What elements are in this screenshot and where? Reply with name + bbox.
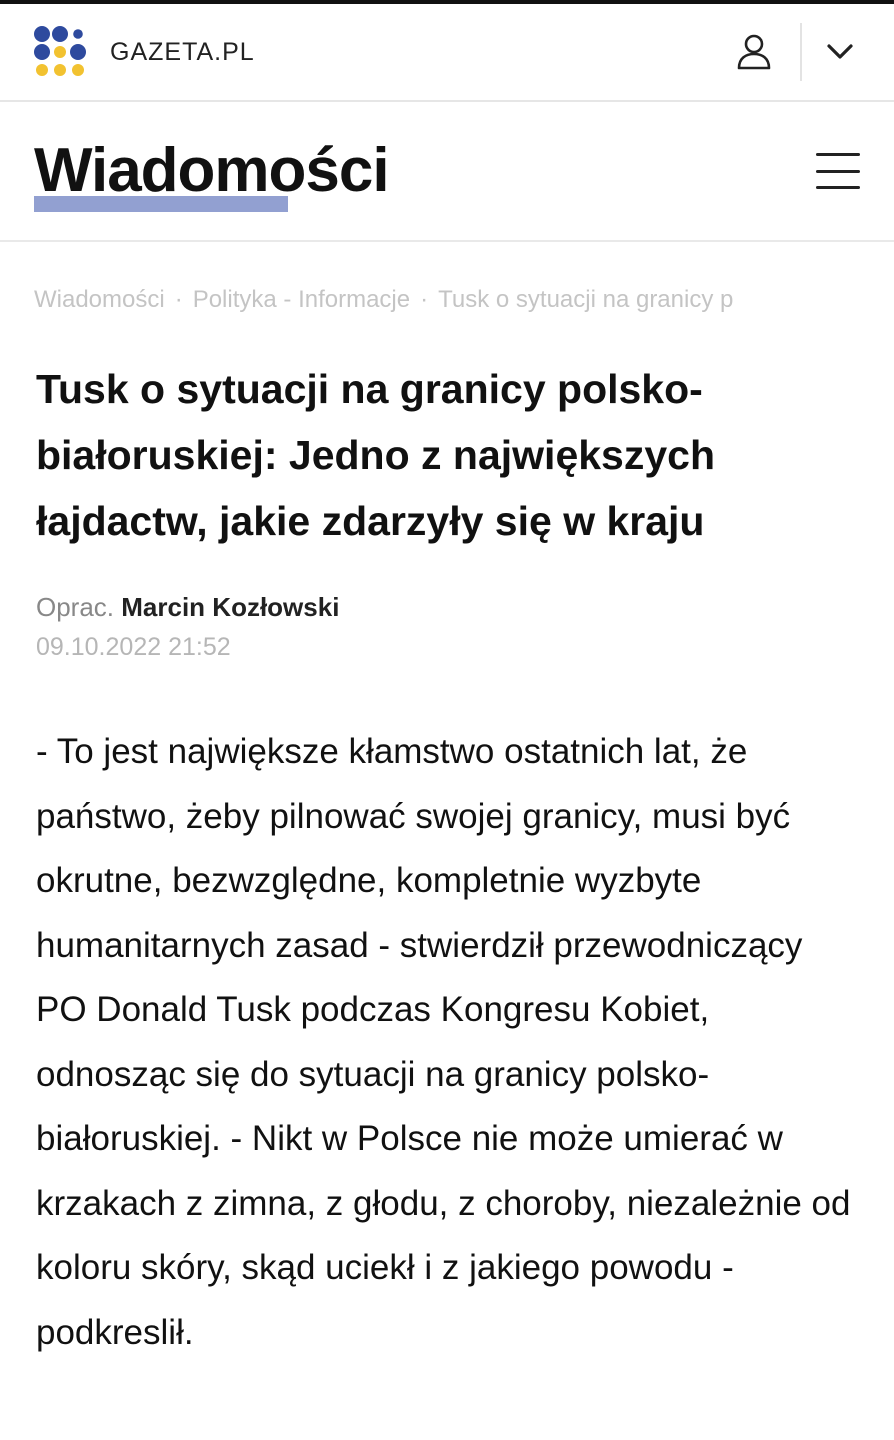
- byline-prefix: Oprac.: [36, 592, 115, 622]
- breadcrumb-item-polityka[interactable]: Polityka - Informacje: [192, 286, 411, 313]
- hamburger-icon[interactable]: [816, 153, 860, 189]
- user-icon: [737, 34, 771, 70]
- vertical-divider: [800, 23, 802, 81]
- breadcrumb: [34, 286, 860, 314]
- expand-menu-button[interactable]: [820, 22, 860, 82]
- hamburger-line: [816, 170, 860, 173]
- top-bar-actions: [724, 4, 860, 100]
- breadcrumb-separator: ·: [174, 286, 183, 313]
- hamburger-line: [816, 186, 860, 189]
- article-headline: Tusk o sytuacji na granicy polsko-białoruskiej: Jedno z największych łajdactw, jakie zdarzyły się w kraju: [36, 366, 716, 544]
- breadcrumb-separator: ·: [420, 286, 429, 313]
- article-body: - To jest największe kłamstwo ostatnich lat, że państwo, żeby pilnować swojej granicy, musi być okrutne, bezwzględne, kompletnie wyzbyte humanitarnych zasad - stwierdził przewodniczący PO Donald Tusk podczas Kongresu Kobiet, odnosząc się do sytuacji na granicy polsko-białoruskiej. - Nikt w Polsce nie może umierać w krzakach z zimna, z głodu, z choroby, niezależnie od koloru skóry, skąd uciekł i z jakiego powodu - podkreslił.: [36, 732, 851, 1352]
- logo-dot: [52, 26, 68, 42]
- logo-dot: [36, 64, 48, 76]
- logo-dot: [70, 44, 86, 60]
- logo-dot: [73, 29, 83, 39]
- section-header: [0, 102, 894, 242]
- gazeta-logo[interactable]: [34, 26, 255, 78]
- section-title: Wiadomości: [34, 136, 389, 205]
- breadcrumb-item-current[interactable]: Tusk o sytuacji na granicy p: [438, 286, 734, 313]
- top-bar: [0, 4, 894, 102]
- breadcrumb-item-wiadomosci[interactable]: Wiadomości: [34, 286, 165, 313]
- logo-text: GAZETA.PL: [110, 37, 255, 66]
- section-title-link[interactable]: [34, 136, 389, 205]
- chevron-down-icon: [826, 43, 854, 61]
- author-name[interactable]: Marcin Kozłowski: [121, 592, 340, 622]
- logo-dot: [72, 64, 84, 76]
- hamburger-line: [816, 153, 860, 156]
- publish-date: 09.10.2022 21:52: [36, 633, 231, 661]
- article-byline: [36, 592, 894, 623]
- logo-dot: [34, 26, 50, 42]
- logo-dot: [54, 64, 66, 76]
- logo-dot: [54, 46, 66, 58]
- logo-dot: [34, 44, 50, 60]
- user-account-button[interactable]: [724, 22, 784, 82]
- logo-dots-icon: [34, 26, 92, 78]
